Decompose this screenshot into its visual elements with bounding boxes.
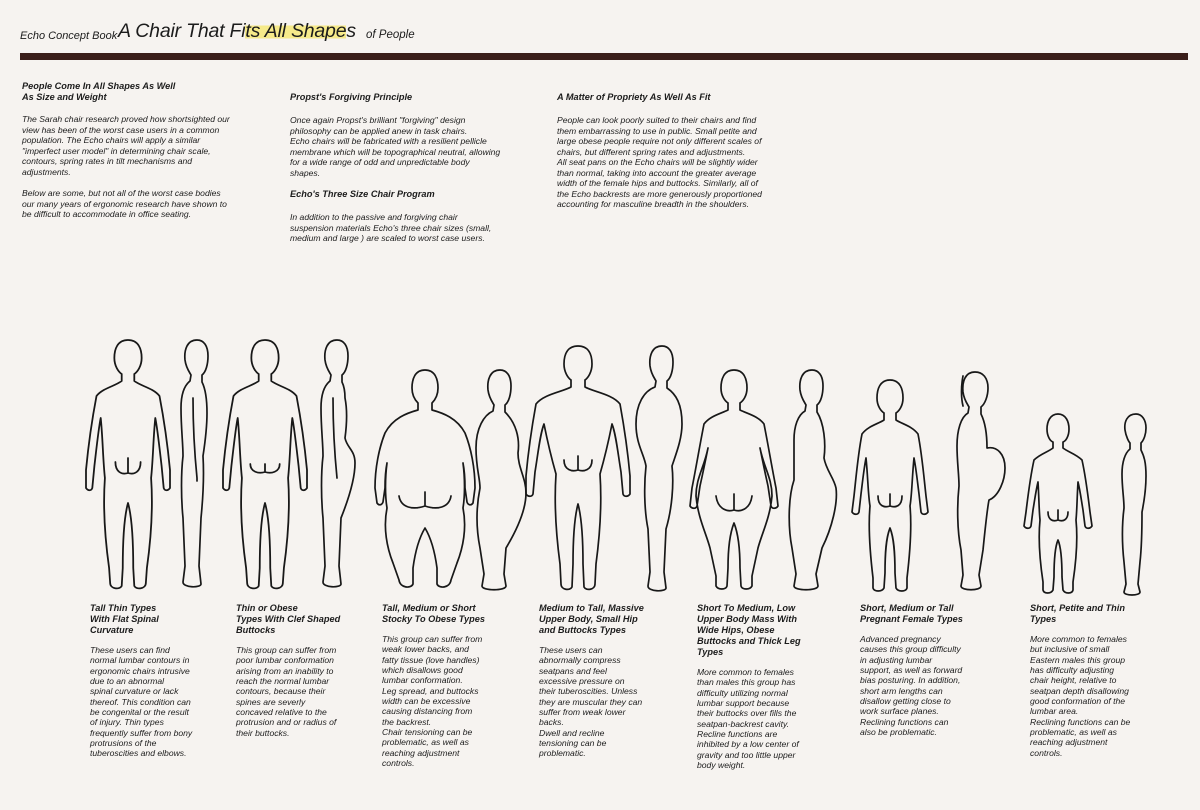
body-figure-side (630, 344, 690, 594)
type-heading: Short To Medium, Low Upper Body Mass With Wide Hips, Obese Buttocks and Thick Leg Types (697, 603, 801, 658)
body-figure-side (1112, 412, 1156, 597)
intro-column-shapes (22, 81, 254, 220)
column-heading: People Come In All Shapes As Well As Size and Weight (22, 81, 176, 103)
column-body: People can look poorly suited to their chairs and find them embarrassing to use in public. Small petite and large obese people require not only different scales of chairs, but different spring rates and adjustments. All seat pans on the Echo chairs will be slightly wider than normal, taking into account the greater average width of the female hips and buttocks. Similarly, all of the Echo backrests are more generously proportioned accounting for masculine breadth in the shoulders. (557, 115, 762, 210)
type-caption-tall-thin (90, 603, 230, 759)
body-figure-back (526, 344, 630, 594)
book-label: Echo Concept Book (20, 30, 118, 42)
type-description: This group can suffer from weak lower backs, and fatty tissue (love handles) which disallows good lumbar conformation. Leg spread, and buttocks width can be excessive causing distancing from the backrest. Chair tensioning can be problematic, as well as reaching adjustment controls. (382, 634, 483, 768)
page-subtitle: of People (366, 29, 415, 41)
header-rule (20, 53, 1188, 60)
type-heading: Thin or Obese Types With Clef Shaped Buttocks (236, 603, 341, 636)
body-figure-side (170, 338, 220, 593)
type-description: More common to females but inclusive of small Eastern males this group has difficulty adjusting chair height, relative to seatpan depth disallowing good conformation of the lumbar area. Reclining functions can be problematic, as well as reaching adjustment controls. (1030, 634, 1131, 758)
column-heading: A Matter of Propriety As Well As Fit (557, 92, 711, 102)
body-figure-side (940, 370, 1010, 592)
column-heading: Propst's Forgiving Principle (290, 92, 413, 102)
type-heading: Short, Petite and Thin Types (1030, 603, 1125, 625)
type-caption-pregnant (860, 603, 1010, 737)
type-heading: Tall Thin Types With Flat Spinal Curvature (90, 603, 159, 636)
type-description: More common to females than males this group has difficulty utilizing normal lumbar support because their buttocks over fills the seatpan-backrest cavity. Recline functions are inhibited by a low center of gravity and too little upper body weight. (697, 667, 799, 770)
type-caption-petite (1030, 603, 1180, 758)
type-caption-stocky-obese (382, 603, 522, 768)
body-figure-side (310, 338, 365, 593)
body-figure-back (1020, 412, 1096, 597)
page-title-highlighted: ts All Shape (245, 20, 347, 42)
body-figure-back (686, 368, 782, 593)
type-heading: Medium to Tall, Massive Upper Body, Small Hip and Buttocks Types (539, 603, 644, 636)
type-description: This group can suffer from poor lumbar conformation arising from an inability to reach the normal lumbar contours, because their spines are severly concaved relative to the protrusion and or radius of their buttocks. (236, 645, 337, 738)
type-description: Advanced pregnancy causes this group difficulty in adjusting lumbar support, as well as forward bias posturing. In addition, short arm lengths can disallow getting close to work surface planes. Reclining functions can also be problematic. (860, 634, 963, 737)
intro-column-forgiving (290, 92, 545, 244)
body-figures (0, 330, 1200, 600)
column-body-2: Below are some, but not all of the worst case bodies our many years of ergonomic research have shown to be difficult to accommodate in office seating. (22, 188, 227, 220)
type-description: These users can abnormally compress seatpans and feel excessive pressure on their tuberoscities. Unless they are muscular they can suffer from weak lower backs. Dwell and recline tensioning can be problematic. (539, 645, 643, 759)
column-body-2: In addition to the passive and forgiving chair suspension materials Echo's three chair sizes (small, medium and large ) are scaled to worst case users. (290, 212, 492, 244)
body-figure-side (468, 368, 528, 593)
column-body: The Sarah chair research proved how shortsighted our view has been of the worst case users in a common population. The Echo chairs will apply a similar "imperfect user model" in determining chair scale, contours, spring rates in tilt mechanisms and adjustments. (22, 114, 230, 177)
page-header (20, 20, 1190, 48)
type-caption-massive-upper-body (539, 603, 689, 759)
column-body: Once again Propst's brilliant "forgiving" design philosophy can be applied anew in task chairs. Echo chairs will be fabricated with a resilient pellicle membrane which will be topographical neutral, allowing for a wide range of odd and unpredictable body shapes. (290, 115, 501, 178)
type-heading: Tall, Medium or Short Stocky To Obese Types (382, 603, 485, 625)
page-title (118, 20, 356, 43)
type-caption-clef-buttocks (236, 603, 376, 738)
body-figure-back (373, 368, 477, 593)
type-description: These users can find normal lumbar contours in ergonomic chairs intrusive due to an abnormal spinal curvature or lack thereof. This condition can be congenital or the result of injury. Thin types frequently suffer from bony protrusions of the tuberoscities and elbows. (90, 645, 193, 759)
intro-column-propriety (557, 92, 807, 210)
type-heading: Short, Medium or Tall Pregnant Female Types (860, 603, 963, 625)
page-title-part-1: A Chair That Fi (118, 20, 246, 42)
body-figure-side (780, 368, 842, 593)
body-figure-back (88, 338, 168, 593)
body-figure-back (848, 378, 932, 593)
body-figure-back (225, 338, 305, 593)
column-heading-2: Echo's Three Size Chair Program (290, 189, 435, 200)
page-title-part-3: s (346, 20, 356, 42)
type-caption-wide-hips (697, 603, 847, 770)
